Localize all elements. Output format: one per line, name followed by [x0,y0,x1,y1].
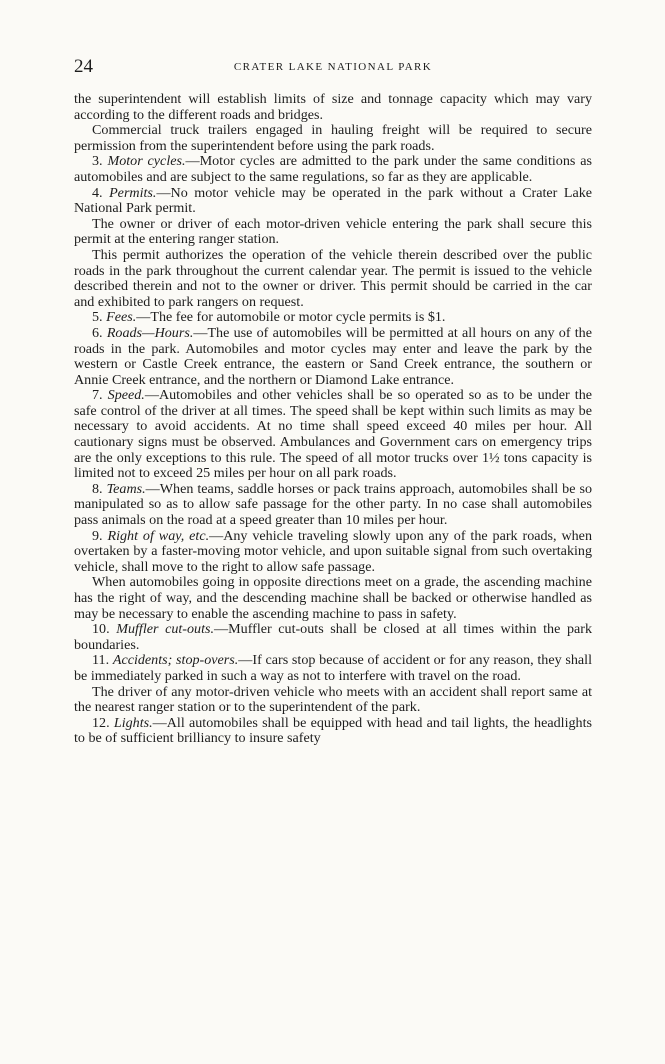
body-text [74,92,592,747]
paragraph-text: —Motor cycles are admitted to the park under the same conditions as automobiles and are subject to the same regulations, so far as they are applicable. [74,153,592,185]
paragraph-number: 11. [92,652,110,669]
paragraph-text: This permit authorizes the operation of the vehicle therein described over the public roads in the park throughout the current calendar year. The permit is issued to the vehicle described therein and not to the owner or driver. This permit should be carried in the car and exhibited to park rangers on request. [74,246,592,310]
paragraph-heading: Right of way, etc. [107,527,210,544]
paragraph-heading: Teams. [106,480,146,497]
paragraph [74,622,592,653]
paragraph-text: the superintendent will establish limits of size and tonnage capacity which may vary according to the different roads and bridges. [74,91,592,123]
paragraph-text: The driver of any motor-driven vehicle who meets with an accident shall report same at the nearest ranger station or to the superintendent of the park. [74,683,592,716]
paragraph-text: —Automobiles and other vehicles shall be so operated so as to be under the safe control of the driver at all times. The speed shall be kept within such limits as may be necessary to avoid accidents. At no time shall speed exceed 40 miles per hour. All cautionary signs must be observed. Ambulances and Government cars on emergency trips are the only exceptions to this rule. The speed of all motor trucks over 1½ tons capacity is limited not to exceed 25 miles per hour on all park roads. [74,387,592,482]
paragraph [74,575,592,622]
paragraph-text: —No motor vehicle may be operated in the park without a Crater Lake National Park permit. [74,184,593,217]
paragraph [74,529,592,576]
paragraph-heading: Accidents; stop-overs. [112,652,239,669]
paragraph-heading: Muffler cut-outs. [116,621,215,638]
paragraph-text: —The fee for automobile or motor cycle permits is $1. [136,309,446,326]
paragraph-number: 6. [92,324,103,341]
paragraph-text: —Muffler cut-outs shall be closed at all times within the park boundaries. [74,621,592,653]
paragraph-heading: Permits. [109,184,157,201]
paragraph-text: —If cars stop because of accident or for any reason, they shall be immediately parked in such a way as not to interfere with travel on the road. [74,652,592,684]
paragraph [74,685,592,716]
paragraph-text: —Any vehicle traveling slowly upon any of the park roads, when overtaken by a faster-moving motor vehicle, and upon suitable signal from such overtaking vehicle, shall move to the right to allow safe passage. [74,527,592,575]
paragraph-number: 9. [92,527,103,544]
paragraph-text: Commercial truck trailers engaged in hauling freight will be required to secure permission from the superintendent before using the park roads. [74,122,592,154]
paragraph-heading: Fees. [106,309,137,326]
paragraph-number: 7. [92,387,103,404]
paragraph [74,482,592,529]
paragraph-heading: Motor cycles. [107,153,186,170]
paragraph [74,388,592,482]
running-title: CRATER LAKE NATIONAL PARK [233,61,433,73]
paragraph-text: When automobiles going in opposite directions meet on a grade, the ascending machine has the right of way, and the descending machine shall be backed or otherwise handled as may be necessary to enable the ascending machine to pass in safety. [74,574,592,622]
page-number: 24 [74,56,93,77]
paragraph [74,310,592,326]
paragraph-heading: Speed. [107,387,145,404]
paragraph-text: The owner or driver of each motor-driven vehicle entering the park shall secure this permit at the entering ranger station. [74,215,592,248]
paragraph-number: 10. [92,621,110,638]
paragraph [74,716,592,747]
page-header [74,56,592,80]
paragraph [74,186,592,217]
paragraph-heading: Roads—Hours. [106,324,194,341]
paragraph [74,217,592,248]
paragraph-number: 3. [92,153,103,170]
paragraph [74,154,592,185]
paragraph-text: —The use of automobiles will be permitted at all hours on any of the roads in the park. Automobiles and motor cycles may enter and leave the park by the western or Castle Creek entrance, the eastern or Sand Creek entrance, the southern or Annie Creek entrance, and the northern or Diamond Lake entrance. [74,324,592,388]
paragraph-number: 12. [92,714,110,731]
paragraph [74,123,592,154]
paragraph [74,248,592,310]
paragraph-number: 8. [92,480,103,497]
paragraph-text: —When teams, saddle horses or pack trains approach, automobiles shall be so manipulated so as to allow safe passage for the other party. In no case shall automobiles pass animals on the road at a speed greater than 10 miles per hour. [74,480,593,529]
paragraph [74,653,592,684]
paragraph [74,92,592,123]
paragraph-number: 4. [92,184,103,201]
paragraph-heading: Lights. [113,714,153,731]
paragraph-text: —All automobiles shall be equipped with head and tail lights, the headlights to be of sufficient brilliancy to insure safety [74,714,592,747]
paragraph [74,326,592,388]
paragraph-number: 5. [92,309,103,326]
